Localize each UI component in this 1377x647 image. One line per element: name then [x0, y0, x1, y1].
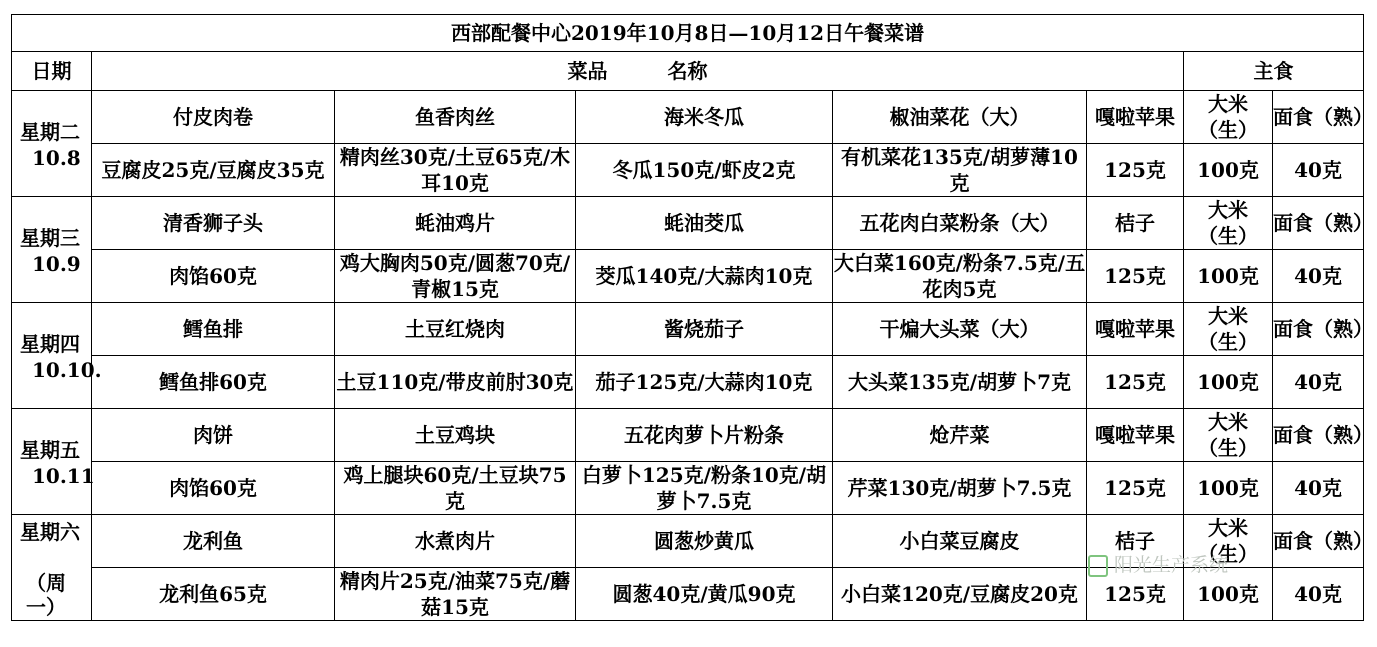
- day-cell: [12, 409, 95, 515]
- ingredient-row: [12, 356, 1364, 409]
- ingredient-amount: [92, 462, 335, 515]
- noodle-label-text: 面食（熟）: [1273, 529, 1373, 553]
- day-name: 星期四: [20, 332, 80, 356]
- fruit-amount: 125克: [1087, 568, 1184, 621]
- day-date: 10.8: [32, 146, 81, 170]
- ingredient-amount: [335, 144, 576, 197]
- dishes-column-header: [92, 52, 1184, 91]
- dish-name: 蚝油鸡片: [335, 197, 576, 250]
- ingredient-text: 肉馅60克: [169, 476, 257, 500]
- ingredient-amount: [335, 356, 576, 409]
- watermark-text: 阳光生产系统: [1114, 554, 1229, 576]
- noodle-amount: 40克: [1273, 462, 1364, 515]
- dish-row: [12, 303, 1364, 356]
- dish-name: 土豆红烧肉: [335, 303, 576, 356]
- date-column-header: 日期: [12, 52, 92, 91]
- fruit-name: 嘎啦苹果: [1087, 409, 1184, 462]
- noodle-label: [1273, 303, 1373, 356]
- ingredient-amount: [833, 250, 1087, 303]
- ingredient-text: 鳕鱼排60克: [159, 370, 267, 394]
- day-cell: [12, 515, 92, 621]
- ingredient-amount: [833, 356, 1087, 409]
- dish-row: [12, 515, 1364, 568]
- ingredient-text: 冬瓜150克/虾皮2克: [612, 158, 796, 182]
- dishes-header-label-2: 名称: [667, 59, 708, 83]
- dishes-header-label-1: 菜品: [567, 59, 608, 83]
- dish-name: 付皮肉卷: [92, 91, 335, 144]
- rice-label-text: 大米（生）: [1198, 198, 1258, 248]
- fruit-amount: 125克: [1087, 356, 1184, 409]
- ingredient-text: 圆葱40克/黄瓜90克: [612, 582, 796, 606]
- ingredient-row: [12, 144, 1364, 197]
- day-name: 星期三: [20, 226, 80, 250]
- fruit-amount: 125克: [1087, 462, 1184, 515]
- ingredient-amount: [92, 568, 335, 621]
- rice-label-text: 大米（生）: [1198, 410, 1258, 460]
- ingredient-amount: [833, 462, 1087, 515]
- dish-name: 小白菜豆腐皮: [833, 515, 1087, 568]
- dish-row: [12, 91, 1364, 144]
- ingredient-text: 大白菜160克/粉条7.5克/五花肉5克: [833, 251, 1086, 301]
- ingredient-text: 精肉丝30克/土豆65克/木耳10克: [339, 145, 571, 195]
- dish-name: 椒油菜花（大）: [833, 91, 1087, 144]
- ingredient-text: 鸡上腿块60克/土豆块75克: [343, 463, 567, 513]
- dish-name: 炝芹菜: [833, 409, 1087, 462]
- noodle-label-text: 面食（熟）: [1273, 211, 1373, 235]
- menu-title: 西部配餐中心2019年10月8日—10月12日午餐菜谱: [12, 15, 1364, 52]
- day-name: 星期六: [20, 520, 80, 544]
- dish-name: 圆葱炒黄瓜: [576, 515, 833, 568]
- ingredient-amount: [92, 250, 335, 303]
- noodle-label-text: 面食（熟）: [1273, 423, 1373, 447]
- rice-label: [1184, 515, 1273, 568]
- dish-name: 五花肉白菜粉条（大）: [833, 197, 1087, 250]
- dish-row: [12, 197, 1364, 250]
- ingredient-amount: [92, 144, 335, 197]
- dish-name: 蚝油茭瓜: [576, 197, 833, 250]
- dish-row: [12, 409, 1364, 462]
- ingredient-text: 豆腐皮25克/豆腐皮35克: [101, 158, 325, 182]
- ingredient-amount: [576, 250, 833, 303]
- ingredient-amount: [833, 568, 1087, 621]
- rice-amount: 100克: [1184, 462, 1273, 515]
- noodle-label-text: 面食（熟）: [1273, 317, 1373, 341]
- noodle-label: [1273, 197, 1373, 250]
- dish-name: 海米冬瓜: [576, 91, 833, 144]
- ingredient-amount: [576, 356, 833, 409]
- day-name: 星期五: [20, 438, 80, 462]
- day-cell: [12, 303, 102, 409]
- rice-amount: 100克: [1184, 568, 1273, 621]
- dish-name: 清香狮子头: [92, 197, 335, 250]
- rice-label: [1184, 197, 1273, 250]
- ingredient-text: 有机菜花135克/胡萝薄10克: [841, 145, 1078, 195]
- fruit-name: 嘎啦苹果: [1087, 303, 1184, 356]
- fruit-amount: 125克: [1087, 250, 1184, 303]
- dish-name: 五花肉萝卜片粉条: [576, 409, 833, 462]
- day-cell: [12, 197, 92, 303]
- ingredient-amount: [335, 250, 576, 303]
- day-date: 10.11: [32, 464, 95, 488]
- fruit-name: 桔子: [1087, 515, 1184, 568]
- day-date: （周一）: [26, 571, 66, 619]
- day-name: 星期二: [20, 120, 80, 144]
- noodle-amount: 40克: [1273, 144, 1364, 197]
- noodle-amount: 40克: [1273, 250, 1364, 303]
- ingredient-text: 肉馅60克: [169, 264, 257, 288]
- noodle-label: [1273, 91, 1373, 144]
- ingredient-text: 茄子125克/大蒜肉10克: [595, 370, 813, 394]
- ingredient-text: 精肉片25克/油菜75克/蘑菇15克: [339, 569, 571, 619]
- rice-label-text: 大米（生）: [1198, 92, 1258, 142]
- day-cell: [12, 91, 92, 197]
- day-date: 10.9: [32, 252, 81, 276]
- fruit-amount: 125克: [1087, 144, 1184, 197]
- ingredient-amount: [576, 568, 833, 621]
- ingredient-row: [12, 568, 1364, 621]
- rice-amount: 100克: [1184, 356, 1273, 409]
- noodle-amount: 40克: [1273, 568, 1364, 621]
- ingredient-amount: [833, 144, 1087, 197]
- ingredient-amount: [576, 462, 833, 515]
- dish-name: 土豆鸡块: [335, 409, 576, 462]
- fruit-name: 嘎啦苹果: [1087, 91, 1184, 144]
- noodle-label: [1273, 409, 1373, 462]
- ingredient-text: 芹菜130克/胡萝卜7.5克: [847, 476, 1072, 500]
- fruit-name: 桔子: [1087, 197, 1184, 250]
- lunch-menu-table: [11, 14, 1373, 621]
- noodle-label: [1273, 515, 1373, 568]
- ingredient-text: 大头菜135克/胡萝卜7克: [848, 370, 1071, 394]
- noodle-amount: 40克: [1273, 356, 1364, 409]
- dish-name: 龙利鱼: [92, 515, 335, 568]
- dish-name: 干煸大头菜（大）: [833, 303, 1087, 356]
- noodle-label-text: 面食（熟）: [1273, 105, 1373, 129]
- ingredient-amount: [335, 568, 576, 621]
- ingredient-amount: [335, 462, 576, 515]
- rice-label: [1184, 409, 1273, 462]
- rice-label: [1184, 91, 1273, 144]
- rice-amount: 100克: [1184, 144, 1273, 197]
- rice-label: [1184, 303, 1273, 356]
- ingredient-text: 土豆110克/带皮前肘30克: [336, 370, 574, 394]
- rice-label-text: 大米（生）: [1198, 516, 1258, 566]
- day-date: 10.10.: [32, 358, 102, 382]
- dish-name: 鱼香肉丝: [335, 91, 576, 144]
- ingredient-amount: [92, 356, 335, 409]
- rice-label-text: 大米（生）: [1198, 304, 1258, 354]
- dish-name: 酱烧茄子: [576, 303, 833, 356]
- ingredient-row: [12, 250, 1364, 303]
- ingredient-text: 小白菜120克/豆腐皮20克: [841, 582, 1078, 606]
- ingredient-text: 龙利鱼65克: [159, 582, 267, 606]
- dish-name: 肉饼: [92, 409, 335, 462]
- rice-amount: 100克: [1184, 250, 1273, 303]
- dish-name: 鳕鱼排: [92, 303, 335, 356]
- staple-column-header: 主食: [1184, 52, 1364, 91]
- ingredient-text: 白萝卜125克/粉条10克/胡萝卜7.5克: [581, 463, 827, 513]
- dish-name: 水煮肉片: [335, 515, 576, 568]
- ingredient-amount: [576, 144, 833, 197]
- ingredient-text: 茭瓜140克/大蒜肉10克: [595, 264, 813, 288]
- ingredient-row: [12, 462, 1364, 515]
- ingredient-text: 鸡大胸肉50克/圆葱70克/青椒15克: [339, 251, 571, 301]
